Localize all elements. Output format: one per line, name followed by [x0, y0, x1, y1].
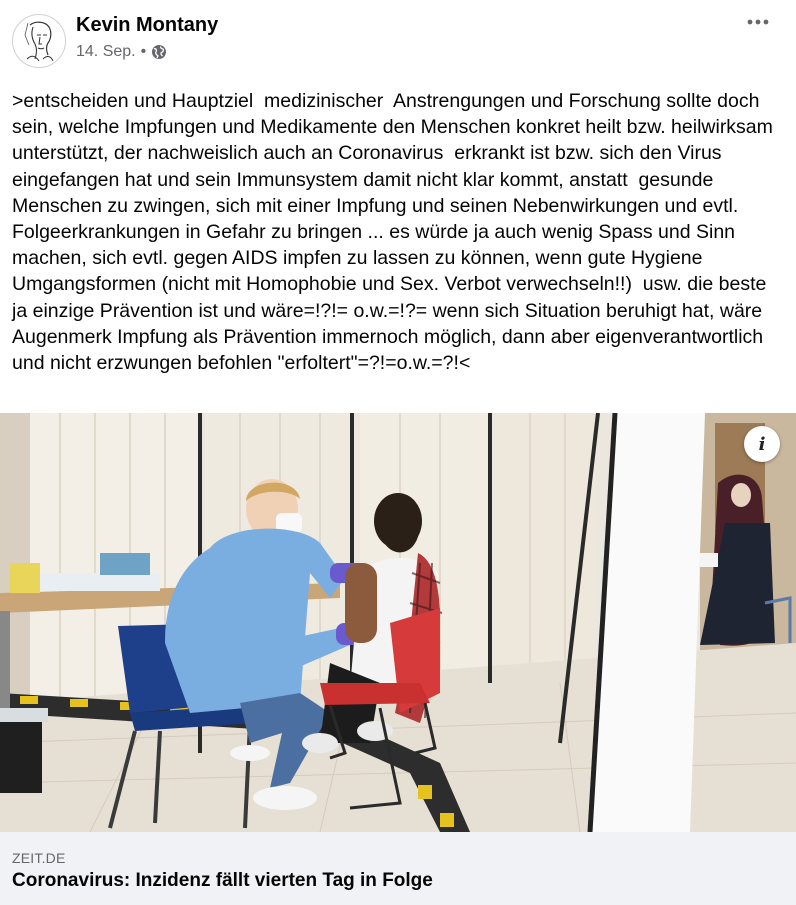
post-date[interactable]: 14. Sep. [76, 43, 136, 60]
meta-separator: • [140, 43, 147, 60]
avatar[interactable] [12, 14, 66, 68]
post-header [0, 0, 796, 80]
info-button[interactable]: i [744, 426, 780, 462]
more-horizontal-icon [746, 18, 770, 26]
more-options-button[interactable] [744, 8, 772, 36]
globe-icon[interactable] [151, 44, 167, 60]
link-card[interactable] [0, 832, 796, 905]
link-title[interactable]: Coronavirus: Inzidenz fällt vierten Tag in Folge [12, 870, 433, 891]
vaccination-photo [0, 413, 796, 832]
link-preview-image[interactable] [0, 413, 796, 832]
post-text: >entscheiden und Hauptziel medizinischer Anstrengungen und Forschung sollte doch sein, welche Impfungen und Medikamente den Menschen konkret heilt bzw. heilwirksam unterstützt, der nachweislich auch an Coronavirus erkrankt ist bzw. sich den Virus eingefangen hat und sein Immunsystem damit nicht klar kommt, anstatt gesunde Menschen zu zwingen, sich mit einer Impfung und seinen Nebenwirkungen und evtl. Folgeerkrankungen in Gefahr zu bringen ... es würde ja auch wenig Spass und Sinn machen, sich evtl. gegen AIDS impfen zu lassen zu können, wenn gute Hygiene Umgangsformen (nicht mit Homophobie und Sex. Verbot verwechseln!!) usw. die beste ja einzige Prävention ist und wäre=!?!= o.w.=!?= wenn sich Situation beruhigt hat, wäre Augenmerk Impfung als Prävention immernoch möglich, dann aber eigenverantwortlich und nicht erzwungen befohlen "erfoltert"=?!=o.w.=?!< [12, 90, 784, 375]
post-meta [76, 43, 167, 61]
author-name[interactable]: Kevin Montany [76, 14, 219, 36]
link-domain: ZEIT.DE [12, 850, 66, 866]
avatar-sketch-icon [13, 15, 65, 67]
